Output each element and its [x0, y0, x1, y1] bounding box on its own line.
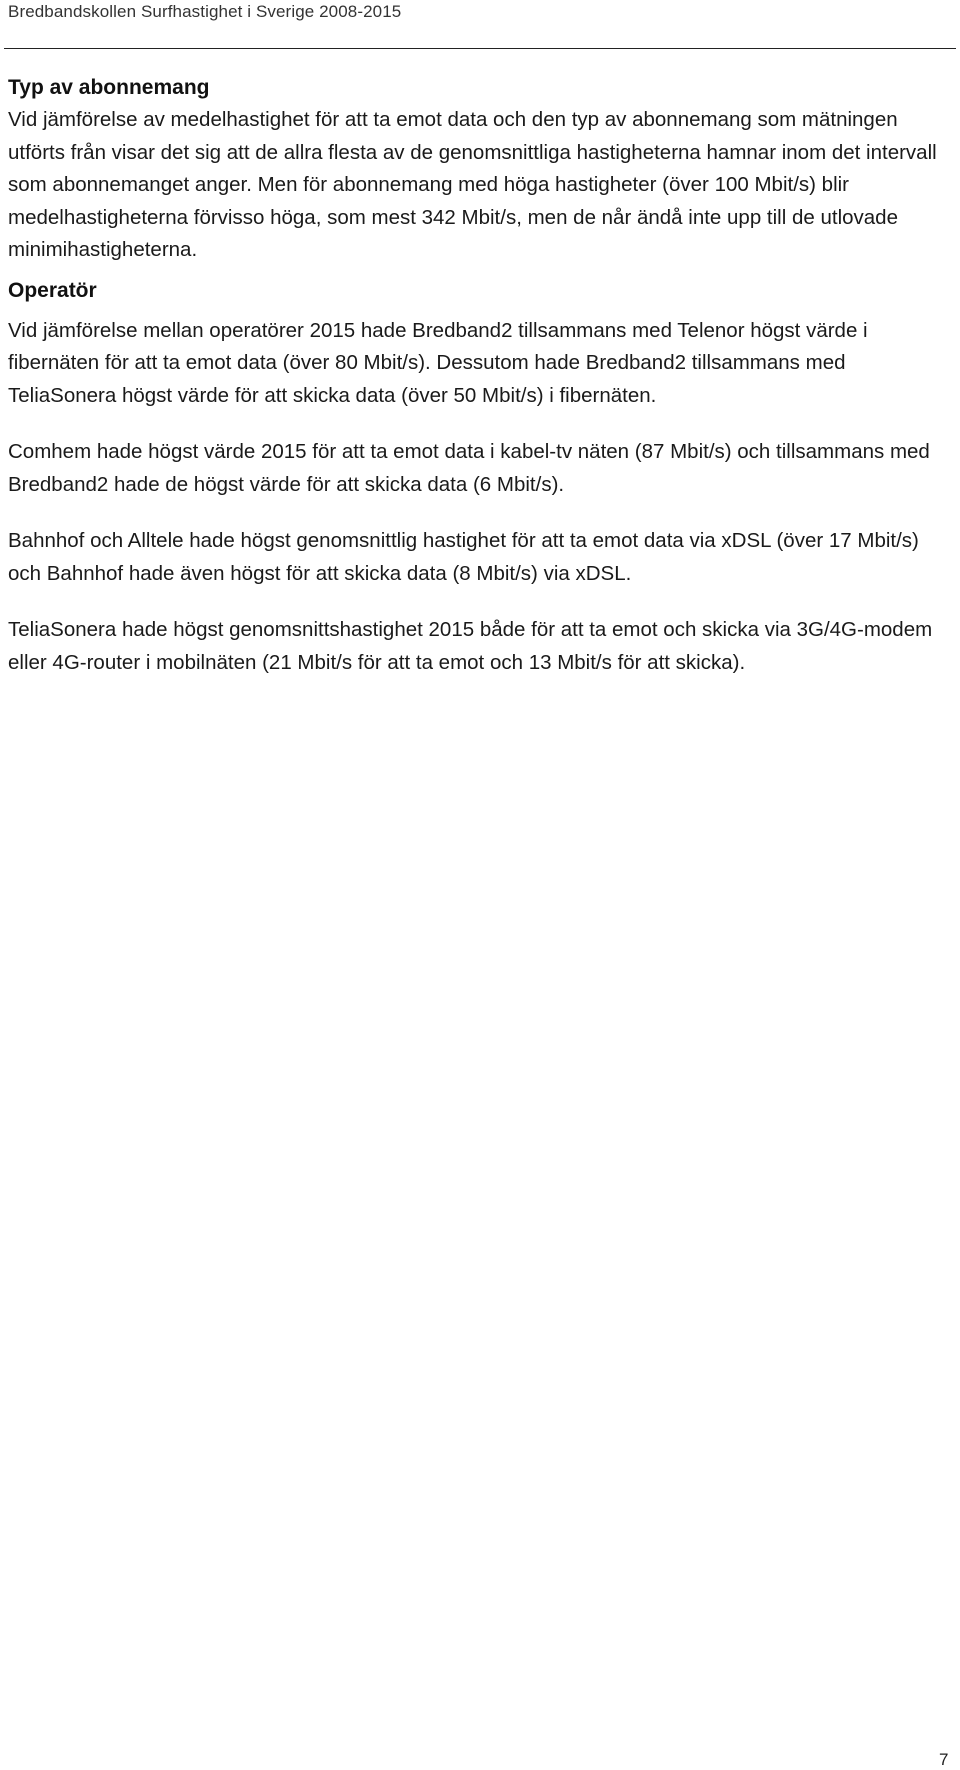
running-header: Bredbandskollen Surfhastighet i Sverige 2008-2015 — [8, 2, 402, 21]
section-heading-abonnemang: Typ av abonnemang — [8, 76, 210, 99]
paragraph: Vid jämförelse mellan operatörer 2015 hade Bredband2 tillsammans med Telenor högst värde i fibernäten för att ta emot data (över 80 Mbit/s). Dessutom hade Bredband2 tillsammans med TeliaSonera högst värde för att skicka data (över 50 Mbit/s) i fibernäten. — [8, 318, 868, 407]
paragraph: Vid jämförelse av medelhastighet för att ta emot data och den typ av abonnemang som mätningen utförts från visar det sig att de allra flesta av de genomsnittliga hastigheterna hamnar inom det intervall som abonnemanget anger. Men för abonnemang med höga hastigheter (över 100 Mbit/s) blir medelhastigheterna förvisso höga, som mest 342 Mbit/s, men de når ändå inte upp till de utlovade minimihastigheterna. — [8, 108, 937, 261]
header-rule — [4, 48, 956, 49]
page-number: 7 — [939, 1750, 949, 1769]
paragraph: TeliaSonera hade högst genomsnittshastighet 2015 både för att ta emot och skicka via 3G/4G-modem eller 4G-router i mobilnäten (21 Mbit/s för att ta emot och 13 Mbit/s för att skicka). — [8, 618, 933, 674]
paragraph: Comhem hade högst värde 2015 för att ta emot data i kabel-tv näten (87 Mbit/s) och tillsammans med Bredband2 hade de högst värde för att skicka data (6 Mbit/s). — [8, 440, 930, 496]
paragraph: Bahnhof och Alltele hade högst genomsnittlig hastighet för att ta emot data via xDSL (över 17 Mbit/s) och Bahnhof hade även högst för att skicka data (8 Mbit/s) via xDSL. — [8, 529, 919, 585]
section-heading-operator: Operatör — [8, 278, 97, 302]
document-body — [8, 72, 948, 679]
